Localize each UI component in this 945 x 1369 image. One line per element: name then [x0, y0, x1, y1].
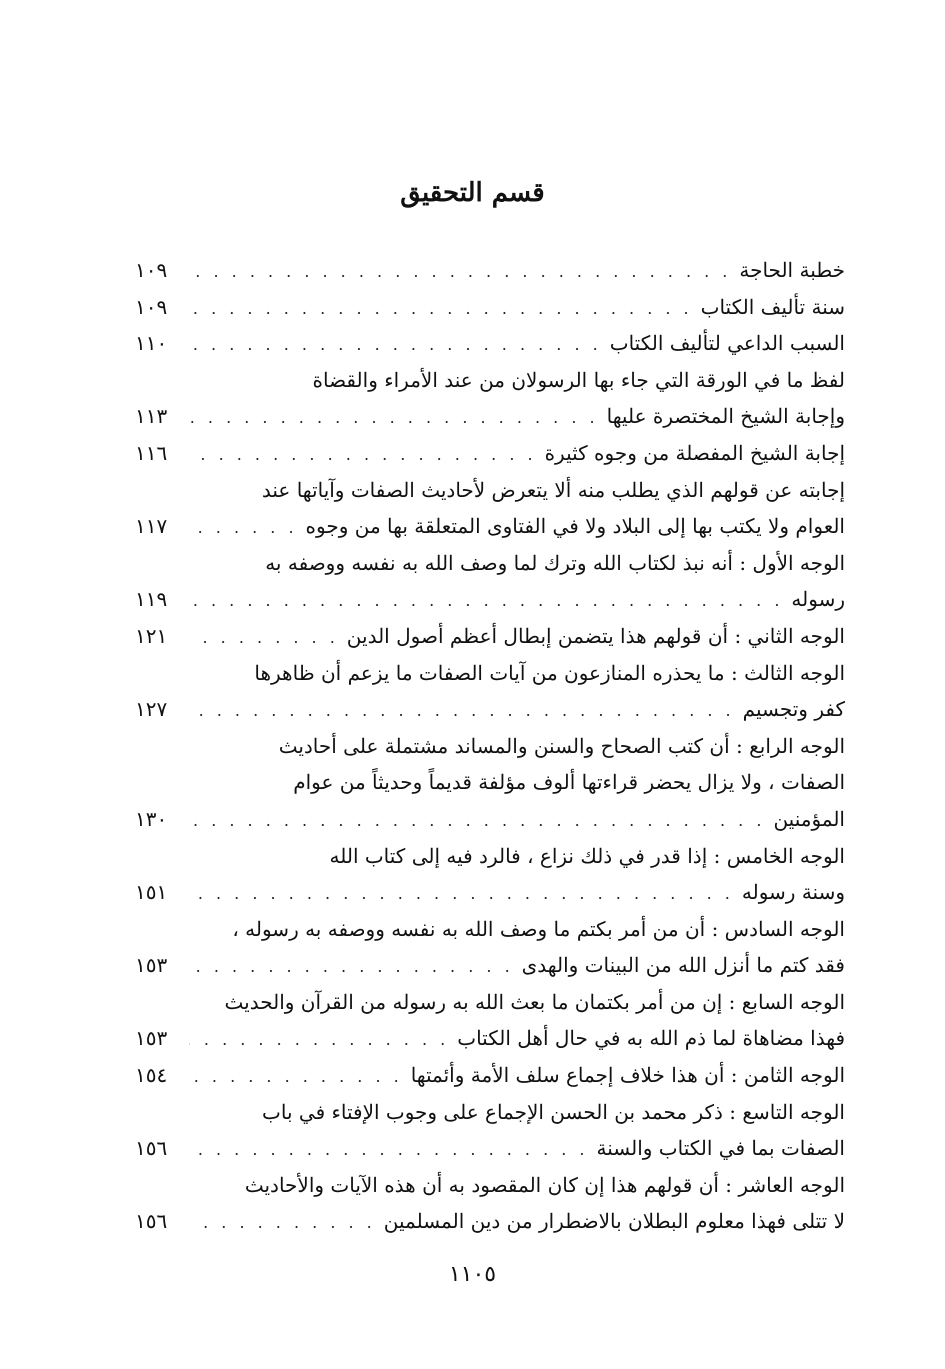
toc-entry-text: كفر وتجسيم [742, 697, 845, 722]
toc-entry-page: ١١٧ [135, 514, 168, 539]
toc-entry-text: الوجه الأول : أنه نبذ لكتاب الله وترك لما وصف الله به نفسه ووصفه به [265, 550, 845, 575]
toc-entry-text: الوجه الثاني : أن قولهم هذا يتضمن إبطال أعظم أصول الدين [346, 623, 845, 648]
toc-entry-text: الصفات ، ولا يزال يحضر قراءتها ألوف مؤلفة قديماً وحديثاً من عوام [293, 770, 845, 795]
toc-entry-page: ١٥٤ [135, 1063, 168, 1088]
dot-leader [189, 1205, 376, 1242]
toc-entry [135, 1057, 845, 1094]
toc-entry [135, 1130, 845, 1167]
toc-entry-text: لفظ ما في الورقة التي جاء بها الرسولان من عند الأمراء والقضاة [312, 367, 845, 392]
toc-entry-text: وسنة رسوله [741, 880, 845, 905]
toc-entry-page: ١٠٩ [135, 294, 168, 319]
dot-leader [189, 510, 298, 547]
toc-entry [135, 545, 845, 582]
toc-entry-text: فقد كتم ما أنزل الله من البينات والهدى [521, 953, 845, 978]
toc-entry-page: ١٣٠ [135, 806, 168, 831]
toc-entry-text: الوجه الرابع : أن كتب الصحاح والسنن والمساند مشتملة على أحاديث [278, 733, 845, 758]
dot-leader [189, 949, 514, 986]
toc-entry-text: وإجابة الشيخ المختصرة عليها [606, 404, 845, 429]
toc-entry [135, 581, 845, 618]
toc-entry-text: خطبة الحاجة [739, 258, 845, 282]
toc-entry-page: ١٥١ [135, 880, 168, 905]
toc-entry-page: ١١٩ [135, 587, 168, 612]
toc-entry [135, 618, 845, 655]
toc-entry [135, 801, 845, 838]
toc-entry [135, 435, 845, 472]
toc-entry-text: الوجه الثالث : ما يحذره المنازعون من آيات الصفات ما يزعم أن ظاهرها [254, 660, 845, 685]
toc-entry-text: الوجه الثامن : أن هذا خلاف إجماع سلف الأمة وأئمتها [410, 1063, 845, 1088]
toc-entry [135, 1020, 845, 1057]
toc-entry-page: ١٠٩ [135, 258, 168, 282]
toc-entry-page: ١١٦ [135, 440, 168, 465]
toc-entry [135, 874, 845, 911]
toc-entry-text: الوجه السابع : إن من أمر بكتمان ما بعث الله به رسوله من القرآن والحديث [224, 989, 845, 1014]
toc-entry [135, 947, 845, 984]
toc-entry-text: إجابة الشيخ المفصلة من وجوه كثيرة [544, 440, 845, 465]
toc-entry-text: فهذا مضاهاة لما ذم الله به في حال أهل الكتاب [457, 1026, 845, 1051]
toc-entry-text: لا تتلى فهذا معلوم البطلان بالاضطرار من دين المسلمين [383, 1209, 845, 1234]
dot-leader [189, 400, 599, 437]
toc-entry [135, 289, 845, 326]
toc-entry-text: رسوله [791, 587, 845, 612]
dot-leader [189, 437, 537, 474]
toc-entry-page: ١٢٧ [135, 697, 168, 722]
dot-leader [189, 1022, 449, 1059]
table-of-contents [135, 252, 845, 1240]
toc-entry [135, 984, 845, 1021]
dot-leader [189, 693, 735, 730]
toc-entry [135, 911, 845, 948]
toc-entry [135, 362, 845, 399]
dot-leader [189, 620, 339, 657]
toc-entry-page: ١٥٣ [135, 1026, 168, 1051]
toc-entry-page: ١٢١ [135, 623, 168, 648]
toc-entry [135, 325, 845, 362]
toc-entry [135, 1094, 845, 1131]
toc-entry [135, 472, 845, 509]
toc-entry-text: الوجه السادس : أن من أمر بكتم ما وصف الله به نفسه ووصفه به رسوله ، [232, 916, 845, 941]
toc-entry-page: ١١٣ [135, 404, 168, 429]
dot-leader [189, 1132, 589, 1169]
toc-entry-text: الوجه التاسع : ذكر محمد بن الحسن الإجماع على وجوب الإفتاء في باب [262, 1099, 845, 1124]
toc-entry-page: ١٥٣ [135, 953, 168, 978]
toc-entry-text: إجابته عن قولهم الذي يطلب منه ألا يتعرض لأحاديث الصفات وآياتها عند [261, 477, 845, 502]
dot-leader [189, 327, 602, 364]
dot-leader [189, 876, 734, 913]
toc-entry-page: ١٥٦ [135, 1209, 168, 1234]
toc-entry [135, 655, 845, 692]
dot-leader [189, 254, 731, 291]
toc-entry-text: الصفات بما في الكتاب والسنة [596, 1136, 845, 1161]
toc-entry-text: المؤمنين [773, 806, 845, 831]
dot-leader [189, 291, 693, 328]
toc-entry-page: ١١٠ [135, 331, 168, 356]
page-number: ١١٠٥ [448, 1262, 497, 1287]
toc-entry-text: الوجه الخامس : إذا قدر في ذلك نزاع ، فالرد فيه إلى كتاب الله [329, 843, 845, 868]
toc-entry [135, 398, 845, 435]
dot-leader [189, 803, 765, 840]
toc-entry [135, 764, 845, 801]
toc-entry-text: العوام ولا يكتب بها إلى البلاد ولا في الفتاوى المتعلقة بها من وجوه [305, 514, 845, 539]
toc-entry [135, 252, 845, 289]
toc-entry-text: الوجه العاشر : أن قولهم هذا إن كان المقصود به أن هذه الآيات والأحاديث [244, 1172, 845, 1197]
toc-entry [135, 691, 845, 728]
toc-entry-page: ١٥٦ [135, 1136, 168, 1161]
toc-entry [135, 508, 845, 545]
toc-entry [135, 838, 845, 875]
page-title: قسم التحقيق [400, 178, 545, 208]
toc-entry-text: السبب الداعي لتأليف الكتاب [609, 331, 845, 356]
toc-entry-text: سنة تأليف الكتاب [700, 294, 845, 319]
dot-leader [189, 1059, 403, 1096]
toc-entry [135, 1203, 845, 1240]
dot-leader [189, 583, 783, 620]
toc-entry [135, 1167, 845, 1204]
toc-entry [135, 728, 845, 765]
